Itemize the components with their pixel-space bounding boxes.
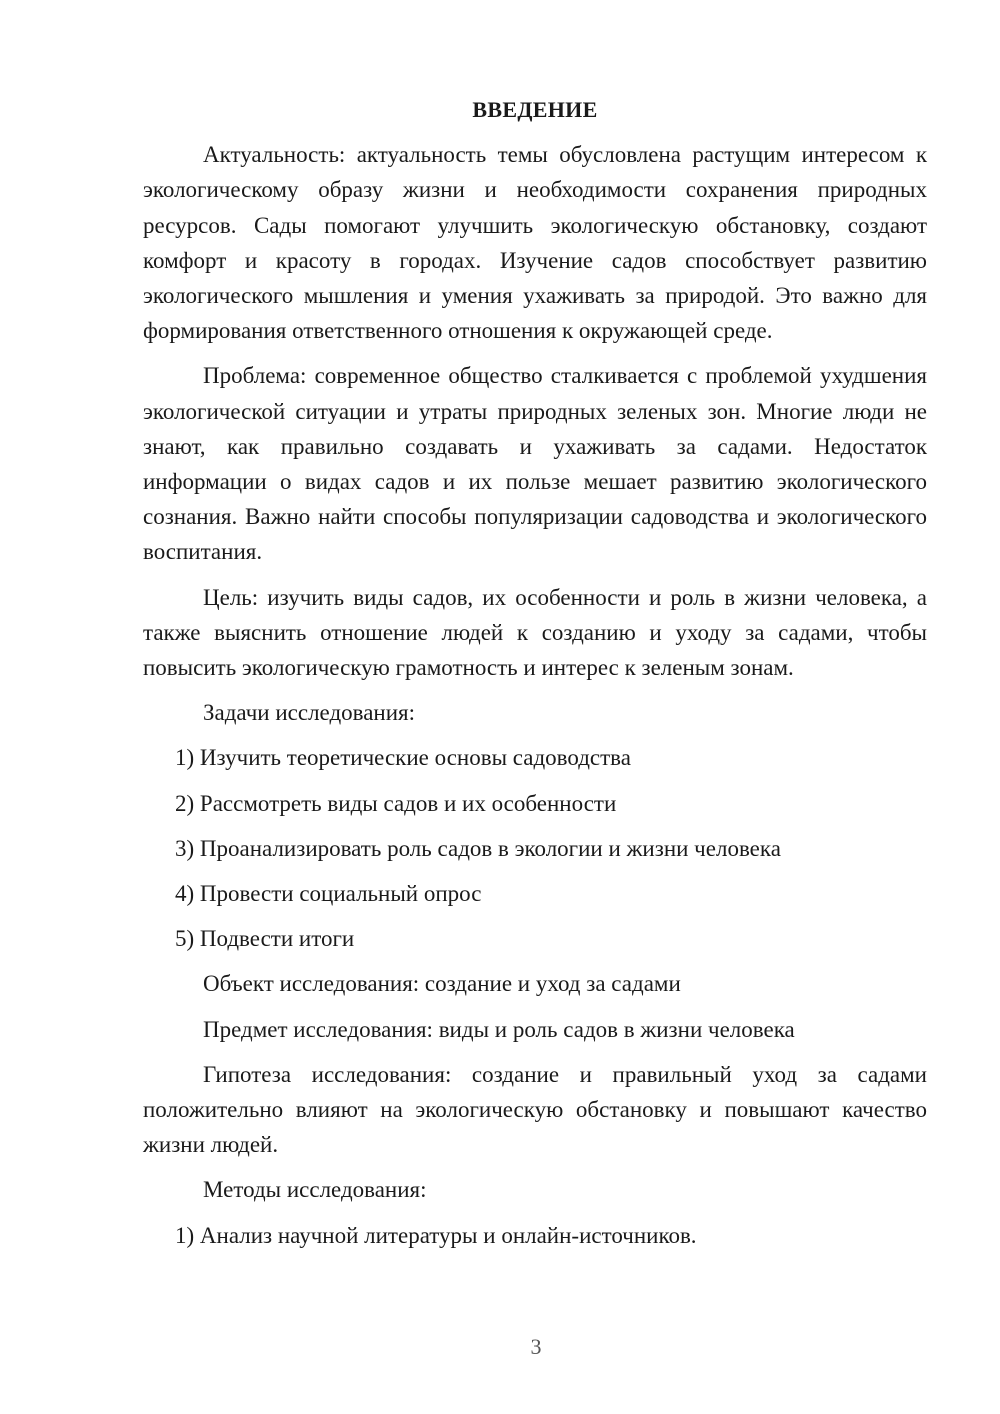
document-page — [143, 92, 927, 1263]
hypothesis-paragraph: Гипотеза исследования: создание и правильный уход за садами положительно влияют на экологическую обстановку и повышают качество жизни людей. — [143, 1061, 927, 1158]
task-item-3: 3) Проанализировать роль садов в экологии и жизни человека — [175, 835, 781, 861]
section-title: ВВЕДЕНИЕ — [472, 97, 598, 122]
method-item-1: 1) Анализ научной литературы и онлайн-источников. — [175, 1222, 697, 1248]
tasks-heading: Задачи исследования: — [203, 700, 416, 726]
goal-paragraph: Цель: изучить виды садов, их особенности и роль в жизни человека, а также выяснить отношение людей к созданию и уходу за садами, чтобы повысить экологическую грамотность и интерес к зеленым зонам. — [143, 584, 927, 681]
task-item-2: 2) Рассмотреть виды садов и их особенности — [175, 790, 617, 816]
research-object: Объект исследования: создание и уход за садами — [203, 971, 681, 997]
relevance-paragraph: Актуальность: актуальность темы обусловлена растущим интересом к экологическому образу жизни и необходимости сохранения природных ресурсов. Сады помогают улучшить экологическую обстановку, создают комфорт и красоту в городах. Изучение садов способствует развитию экологического мышления и умения ухаживать за природой. Это важно для формирования ответственного отношения к окружающей среде. — [143, 142, 927, 344]
research-subject: Предмет исследования: виды и роль садов в жизни человека — [203, 1016, 795, 1042]
page-number: 3 — [530, 1334, 542, 1359]
methods-heading: Методы исследования: — [203, 1177, 427, 1203]
problem-paragraph: Проблема: современное общество сталкивается с проблемой ухудшения экологической ситуации и утраты природных зеленых зон. Многие люди не знают, как правильно создавать и ухаживать за садами. Недостаток информации о видах садов и их пользе мешает развитию экологического сознания. Важно найти способы популяризации садоводства и экологического воспитания. — [143, 363, 927, 565]
task-item-5: 5) Подвести итоги — [175, 926, 355, 952]
task-item-1: 1) Изучить теоретические основы садоводства — [175, 745, 631, 771]
task-item-4: 4) Провести социальный опрос — [175, 881, 482, 907]
